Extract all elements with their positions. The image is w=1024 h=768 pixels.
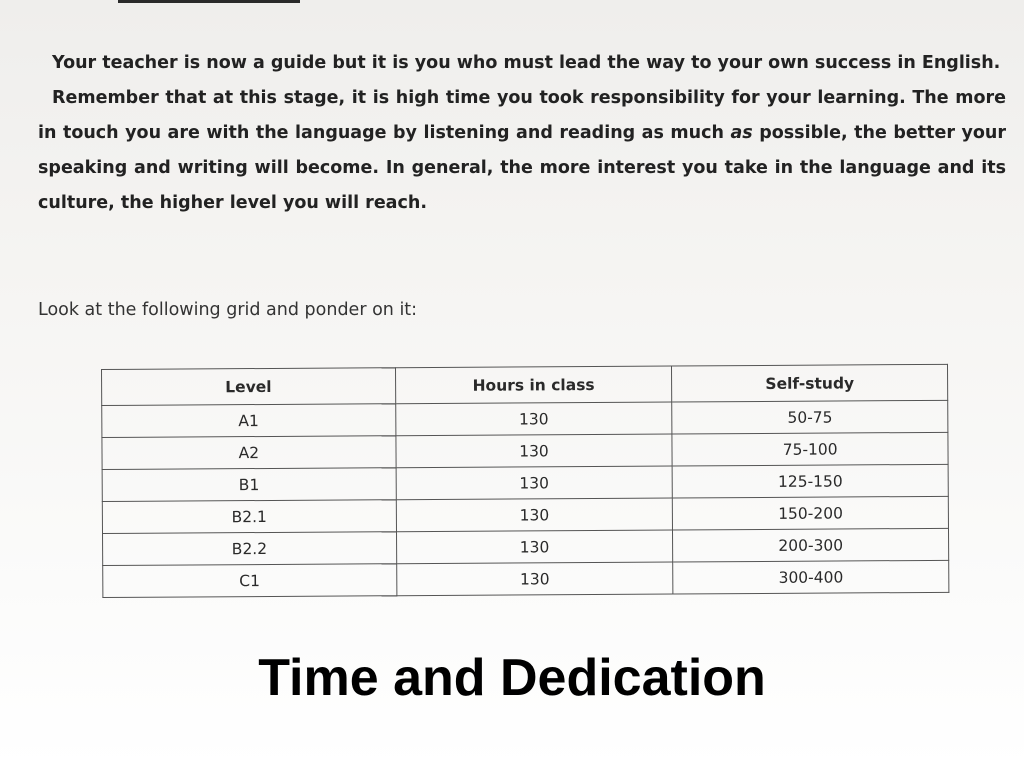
intro-text bbox=[38, 46, 1006, 221]
paragraph-responsibility-end: possible, the better your speaking and writing will become. In general, the more interest you take in the language and its culture, the higher level you will reach. bbox=[38, 123, 1006, 213]
cell-level: B2.2 bbox=[103, 532, 397, 566]
cell-level: A1 bbox=[102, 404, 396, 438]
cell-self-study: 300-400 bbox=[673, 560, 949, 594]
cell-hours: 130 bbox=[396, 498, 673, 532]
underline-rule bbox=[118, 0, 300, 3]
cell-hours: 130 bbox=[395, 402, 672, 436]
paragraph-guide bbox=[38, 46, 1006, 81]
table-row bbox=[103, 560, 949, 597]
table-row bbox=[102, 400, 948, 437]
paragraph-responsibility-start: Remember that at this stage, it is high time you took responsibility for your learning. The more in touch you are with the language by listening and reading as much bbox=[38, 88, 1006, 143]
header-hours-in-class: Hours in class bbox=[395, 366, 672, 404]
cell-level: B2.1 bbox=[102, 500, 396, 534]
header-self-study: Self-study bbox=[672, 364, 948, 402]
cell-level: B1 bbox=[102, 468, 396, 502]
paragraph-guide-text: Your teacher is now a guide but it is you who must lead the way to your own success in English. bbox=[52, 53, 1001, 73]
italic-word: as bbox=[730, 123, 753, 143]
paragraph-responsibility bbox=[38, 81, 1006, 221]
table-row bbox=[102, 496, 948, 533]
table-header-row bbox=[102, 364, 948, 405]
table-row bbox=[102, 432, 948, 469]
cell-hours: 130 bbox=[396, 530, 673, 564]
cell-level: C1 bbox=[103, 564, 397, 598]
header-level: Level bbox=[102, 368, 396, 406]
table-row bbox=[102, 464, 948, 501]
cell-self-study: 125-150 bbox=[672, 464, 948, 498]
cell-self-study: 150-200 bbox=[673, 496, 949, 530]
level-table bbox=[101, 364, 949, 598]
table-row bbox=[103, 528, 949, 565]
cell-self-study: 200-300 bbox=[673, 528, 949, 562]
grid-prompt: Look at the following grid and ponder on it: bbox=[38, 300, 418, 320]
cell-hours: 130 bbox=[396, 434, 673, 468]
cell-hours: 130 bbox=[396, 562, 673, 596]
slide-caption: Time and Dedication bbox=[258, 649, 766, 707]
cell-level: A2 bbox=[102, 436, 396, 470]
cell-self-study: 50-75 bbox=[672, 400, 948, 434]
cell-hours: 130 bbox=[396, 466, 673, 500]
level-grid bbox=[101, 364, 949, 598]
cell-self-study: 75-100 bbox=[672, 432, 948, 466]
